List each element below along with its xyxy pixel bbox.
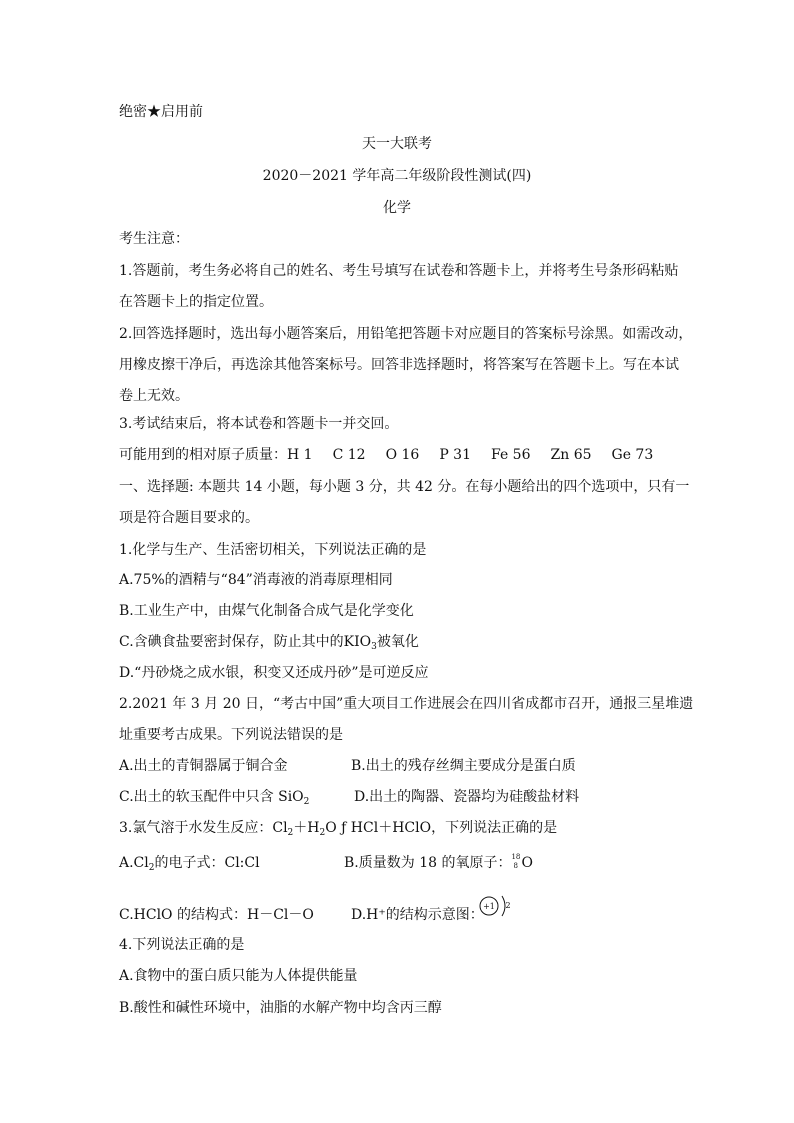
atomic-mass-item: C 12 [332,447,366,463]
isotope-notation: 18 8 [511,853,521,870]
notice-line: 1.答题前，考生务必将自己的姓名、考生号填写在试卷和答题卡上，并将考生号条形码粘贴 [119,263,679,279]
question-4-stem: 4.下列说法正确的是 [119,937,245,953]
atomic-mass-item: Zn 65 [550,447,592,463]
section-heading: 项是符合题目要求的。 [119,510,259,526]
exam-title: 2020－2021 学年高二年级阶段性测试(四) [262,168,532,184]
shell-electrons: 2 [505,901,511,910]
question-2-option-c: C.出土的软玉配件中只含 SiO$_2$ [119,789,310,807]
atomic-mass-item: H 1 [287,447,313,463]
notice-line: 3.考试结束后，将本试卷和答题卡一并交回。 [119,416,399,432]
question-2-stem: 2.2021 年 3 月 20 日，“考古中国”重大项目工作进展会在四川省成都市召开，通报三星堆遗 [119,696,694,712]
question-1-option-c: C.含碘食盐要密封保存，防止其中的$KIO_3$被氧化 [119,634,419,652]
atomic-mass-item: P 31 [439,447,471,463]
question-1-stem: 1.化学与生产、生活密切相关，下列说法正确的是 [119,542,427,558]
nucleus-charge: +1 [483,902,495,911]
question-3-option-b: B.质量数为 18 的氧原子： 18 8 O [344,853,533,871]
notice-line: 在答题卡上的指定位置。 [119,294,273,310]
notice-line: 2.回答选择题时，选出每小题答案后，用铅笔把答题卡对应题目的答案标号涂黑。如需改动， [119,326,693,342]
atomic-mass-item: Fe 56 [491,447,531,463]
secrecy-label: 绝密★启用前 [119,104,203,120]
exam-organizer: 天一大联考 [362,136,432,152]
question-4-option-b: B.酸性和碱性环境中，油脂的水解产物中均含丙三醇 [119,1000,442,1016]
question-3-stem: 3.氯气溶于水发生反应：$Cl_2+H_2O$ ƒ HCl＋HClO，下列说法正确的是 [119,820,558,838]
question-1-option-d: D.“丹砂烧之成水银，积变又还成丹砂”是可逆反应 [119,665,429,681]
section-heading: 一、选择题: 本题共 14 小题，每小题 3 分，共 42 分。在每小题给出的四个选项中，只有一 [119,479,690,495]
question-3-option-a: $A.Cl_2$的电子式：Cl:Cl [119,855,260,873]
atomic-mass-item: O 16 [385,447,420,463]
notice-title: 考生注意： [119,231,189,247]
question-1-option-b: B.工业生产中，由煤气化制备合成气是化学变化 [119,603,414,619]
notice-line: 卷上无效。 [119,388,189,404]
question-3-option-c: C.HClO 的结构式：H－Cl－O [119,907,314,923]
atomic-mass-line [119,445,653,465]
hydrogen-ion-structure-icon [479,891,513,921]
question-2-option-d: D.出土的陶器、瓷器均为硅酸盐材料 [354,789,580,805]
subject-title: 化学 [383,200,411,216]
question-4-option-a: A.食物中的蛋白质只能为人体提供能量 [119,968,358,984]
atomic-mass-label: 可能用到的相对原子质量： [119,447,287,463]
question-2-stem: 址重要考古成果。下列说法错误的是 [119,727,343,743]
notice-line: 用橡皮擦干净后，再选涂其他答案标号。回答非选择题时，将答案写在答题卡上。写在本试 [119,357,679,373]
question-2-option-a: A.出土的青铜器属于铜合金 [119,758,288,774]
atomic-mass-item: Ge 73 [611,447,654,463]
question-1-option-a: A.75%的酒精与“84”消毒液的消毒原理相同 [119,572,393,588]
question-3-option-d: D.H⁺的结构示意图： [351,907,484,923]
question-2-option-b: B.出土的残存丝绸主要成分是蛋白质 [351,758,576,774]
